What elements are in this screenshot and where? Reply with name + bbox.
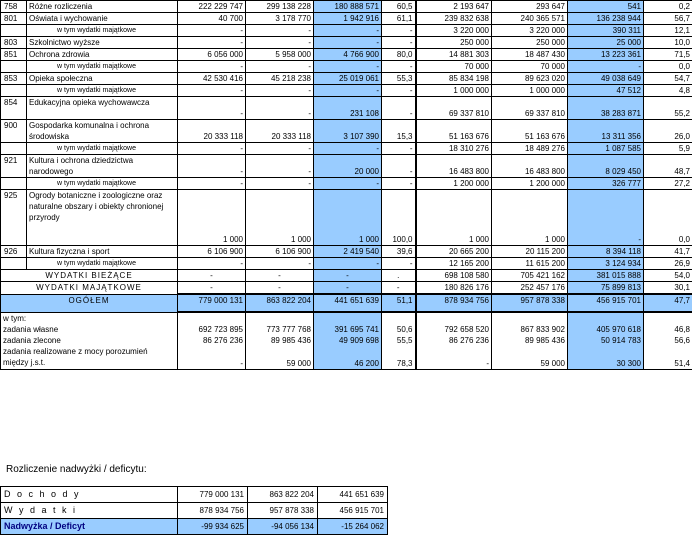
value-cell: 59 000 [492, 346, 568, 369]
value-cell: 27,2 [644, 178, 692, 190]
value-cell: . [382, 270, 416, 282]
value-cell: 1 000 000 [492, 85, 568, 97]
value-cell: 26,0 [644, 120, 692, 143]
sub-row [1, 85, 692, 97]
value-cell: - [314, 61, 382, 73]
value-cell: - [178, 97, 246, 120]
value-cell: 51 163 676 [492, 120, 568, 143]
value-cell: 0,0 [644, 61, 692, 73]
balance-label: W y d a t k i [1, 503, 178, 519]
value-cell: 45 218 238 [246, 73, 314, 85]
value-cell: 69 337 810 [492, 97, 568, 120]
value-cell: - [246, 85, 314, 97]
row-code [1, 178, 27, 190]
value-cell: 705 421 162 [492, 270, 568, 282]
value-cell: 49 909 698 [314, 335, 382, 346]
value-cell: 13 311 356 [568, 120, 644, 143]
value-cell: 86 276 236 [178, 335, 246, 346]
empty-cell [246, 312, 314, 324]
value-cell: 5 958 000 [246, 49, 314, 61]
breakdown-name: zadania zlecone [1, 335, 178, 346]
table-row [1, 1, 692, 13]
value-cell: 42 530 416 [178, 73, 246, 85]
value-cell: 15,3 [382, 120, 416, 143]
value-cell: - [314, 258, 382, 270]
value-cell: 54,0 [644, 270, 692, 282]
value-cell: 863 822 204 [246, 294, 314, 312]
value-cell: 30 300 [568, 346, 644, 369]
value-cell: 1 000 [178, 190, 246, 246]
value-cell: 51,1 [382, 294, 416, 312]
balance-label: D o c h o d y [1, 487, 178, 503]
value-cell: 252 457 176 [492, 282, 568, 295]
value-cell: 50 914 783 [568, 335, 644, 346]
value-cell: 878 934 756 [416, 294, 492, 312]
value-cell: - [178, 85, 246, 97]
value-cell: 2 419 540 [314, 246, 382, 258]
value-cell: - [246, 61, 314, 73]
table-row [1, 49, 692, 61]
balance-row [1, 519, 388, 535]
value-cell: 70 000 [492, 61, 568, 73]
table-row [1, 120, 692, 143]
value-cell: 239 832 638 [416, 13, 492, 25]
value-cell: - [314, 143, 382, 155]
value-cell: 1 200 000 [416, 178, 492, 190]
value-cell: - [382, 97, 416, 120]
value-cell: - [178, 25, 246, 37]
value-cell: 20 665 200 [416, 246, 492, 258]
value-cell: - [382, 178, 416, 190]
value-cell: - [178, 270, 246, 282]
value-cell: 49 038 649 [568, 73, 644, 85]
value-cell: - [382, 282, 416, 295]
row-code: 758 [1, 1, 27, 13]
value-cell: - [314, 25, 382, 37]
breakdown-name: zadania własne [1, 324, 178, 335]
value-cell: 16 483 800 [416, 155, 492, 178]
breakdown-row [1, 346, 692, 369]
row-code [1, 25, 27, 37]
total-label: OGÓŁEM [1, 294, 178, 312]
value-cell: - [178, 143, 246, 155]
value-cell: 1 000 000 [416, 85, 492, 97]
row-name: w tym wydatki majątkowe [27, 258, 178, 270]
value-cell: - [246, 270, 314, 282]
value-cell: 180 888 571 [314, 1, 382, 13]
row-code: 801 [1, 13, 27, 25]
value-cell: -94 056 134 [248, 519, 318, 535]
value-cell: 71,5 [644, 49, 692, 61]
value-cell: 441 651 639 [318, 487, 388, 503]
value-cell: 40 700 [178, 13, 246, 25]
value-cell: 25 000 [568, 37, 644, 49]
value-cell: 456 915 701 [568, 294, 644, 312]
value-cell: 70 000 [416, 61, 492, 73]
value-cell: 78,3 [382, 346, 416, 369]
value-cell: 381 015 888 [568, 270, 644, 282]
value-cell: 1 942 916 [314, 13, 382, 25]
value-cell: 48,7 [644, 155, 692, 178]
value-cell: 20 115 200 [492, 246, 568, 258]
row-name: w tym wydatki majątkowe [27, 85, 178, 97]
value-cell: - [382, 25, 416, 37]
value-cell: -99 934 625 [178, 519, 248, 535]
value-cell: 405 970 618 [568, 324, 644, 335]
value-cell: 0,0 [644, 190, 692, 246]
value-cell: 222 229 747 [178, 1, 246, 13]
empty-cell [314, 312, 382, 324]
value-cell: 69 337 810 [416, 97, 492, 120]
row-code [1, 61, 27, 73]
value-cell: 46,8 [644, 324, 692, 335]
empty-cell [644, 312, 692, 324]
value-cell: - [246, 258, 314, 270]
value-cell: 3 220 000 [416, 25, 492, 37]
breakdown-row [1, 324, 692, 335]
value-cell: 6 056 000 [178, 49, 246, 61]
value-cell: 89 623 020 [492, 73, 568, 85]
empty-cell [492, 312, 568, 324]
row-name: w tym wydatki majątkowe [27, 143, 178, 155]
total-row [1, 294, 692, 312]
value-cell: 55,5 [382, 335, 416, 346]
value-cell: 8 394 118 [568, 246, 644, 258]
table-row [1, 13, 692, 25]
value-cell: 14 881 303 [416, 49, 492, 61]
row-name: Kultura fizyczna i sport [27, 246, 178, 258]
value-cell: - [314, 282, 382, 295]
value-cell: 441 651 639 [314, 294, 382, 312]
value-cell: - [246, 143, 314, 155]
value-cell: 1 000 [416, 190, 492, 246]
row-code: 926 [1, 246, 27, 258]
value-cell: 80,0 [382, 49, 416, 61]
value-cell: 47 512 [568, 85, 644, 97]
value-cell: 5,9 [644, 143, 692, 155]
sub-row [1, 61, 692, 73]
row-name: Szkolnictwo wyższe [27, 37, 178, 49]
value-cell: 3 107 390 [314, 120, 382, 143]
value-cell: - [246, 155, 314, 178]
value-cell: 50,6 [382, 324, 416, 335]
value-cell: 240 365 571 [492, 13, 568, 25]
row-name: w tym wydatki majątkowe [27, 178, 178, 190]
value-cell: 0,2 [644, 1, 692, 13]
value-cell: 867 833 902 [492, 324, 568, 335]
value-cell: 41,7 [644, 246, 692, 258]
breakdown-row [1, 335, 692, 346]
sub-row [1, 25, 692, 37]
value-cell: - [314, 178, 382, 190]
row-name: Gospodarka komunalna i ochrona środowiska [27, 120, 178, 143]
value-cell: 293 647 [492, 1, 568, 13]
summary-title: Rozliczenie nadwyżki / deficytu: [6, 464, 147, 475]
value-cell: - [314, 85, 382, 97]
value-cell: 39,6 [382, 246, 416, 258]
empty-cell [382, 312, 416, 324]
sum-row [1, 270, 692, 282]
sum-row [1, 282, 692, 295]
value-cell: 4,8 [644, 85, 692, 97]
value-cell: 250 000 [416, 37, 492, 49]
value-cell: - [178, 282, 246, 295]
sum-label: WYDATKI MAJĄTKOWE [1, 282, 178, 295]
value-cell: 18 310 276 [416, 143, 492, 155]
value-cell: 38 283 871 [568, 97, 644, 120]
value-cell: 878 934 756 [178, 503, 248, 519]
value-cell: 541 [568, 1, 644, 13]
row-code [1, 85, 27, 97]
row-name: Opieka społeczna [27, 73, 178, 85]
value-cell: 299 138 228 [246, 1, 314, 13]
table-row [1, 37, 692, 49]
value-cell: - [382, 143, 416, 155]
row-code: 900 [1, 120, 27, 143]
value-cell: 60,5 [382, 1, 416, 13]
row-name: Różne rozliczenia [27, 1, 178, 13]
empty-cell [568, 312, 644, 324]
value-cell: - [416, 346, 492, 369]
value-cell: 180 826 176 [416, 282, 492, 295]
row-name: Ogrody botaniczne i zoologiczne oraz naturalne obszary i obiekty chronionej przyrody [27, 190, 178, 246]
value-cell: - [568, 61, 644, 73]
value-cell: - [246, 178, 314, 190]
value-cell: - [178, 155, 246, 178]
value-cell: - [246, 25, 314, 37]
value-cell: 863 822 204 [248, 487, 318, 503]
balance-table [0, 486, 388, 535]
balance-row [1, 503, 388, 519]
table-row [1, 155, 692, 178]
value-cell: 13 223 361 [568, 49, 644, 61]
value-cell: 61,1 [382, 13, 416, 25]
value-cell: - [314, 37, 382, 49]
value-cell: 20 333 118 [178, 120, 246, 143]
value-cell: 20 000 [314, 155, 382, 178]
value-cell: 6 106 900 [246, 246, 314, 258]
value-cell: - [178, 61, 246, 73]
value-cell: 12,1 [644, 25, 692, 37]
value-cell: 46 200 [314, 346, 382, 369]
row-name: Oświata i wychowanie [27, 13, 178, 25]
value-cell: 8 029 450 [568, 155, 644, 178]
table-row [1, 190, 692, 246]
value-cell: - [246, 282, 314, 295]
value-cell: 2 193 647 [416, 1, 492, 13]
value-cell: - [382, 258, 416, 270]
value-cell: 1 087 585 [568, 143, 644, 155]
sub-row [1, 143, 692, 155]
value-cell: 51 163 676 [416, 120, 492, 143]
value-cell: 773 777 768 [246, 324, 314, 335]
value-cell: 136 238 944 [568, 13, 644, 25]
value-cell: 456 915 701 [318, 503, 388, 519]
value-cell: 779 000 131 [178, 294, 246, 312]
row-name: Edukacyjna opieka wychowawcza [27, 97, 178, 120]
breakdown-label: w tym: [1, 312, 178, 324]
value-cell: 30,1 [644, 282, 692, 295]
table-row [1, 73, 692, 85]
balance-label: Nadwyżka / Deficyt [1, 519, 178, 535]
table-row [1, 97, 692, 120]
value-cell: 957 878 338 [248, 503, 318, 519]
empty-cell [416, 312, 492, 324]
value-cell: 11 615 200 [492, 258, 568, 270]
value-cell: 55,3 [382, 73, 416, 85]
value-cell: 250 000 [492, 37, 568, 49]
value-cell: 100,0 [382, 190, 416, 246]
value-cell: 59 000 [246, 346, 314, 369]
value-cell: 10,0 [644, 37, 692, 49]
row-code: 803 [1, 37, 27, 49]
value-cell: 3 220 000 [492, 25, 568, 37]
value-cell: - [178, 258, 246, 270]
value-cell: - [178, 346, 246, 369]
value-cell: 1 000 [314, 190, 382, 246]
value-cell: 16 483 800 [492, 155, 568, 178]
value-cell: 85 834 198 [416, 73, 492, 85]
value-cell: 692 723 895 [178, 324, 246, 335]
value-cell: - [382, 155, 416, 178]
row-code [1, 143, 27, 155]
row-name: w tym wydatki majątkowe [27, 25, 178, 37]
sub-row [1, 258, 692, 270]
value-cell: - [178, 178, 246, 190]
value-cell: 18 487 430 [492, 49, 568, 61]
value-cell: - [178, 37, 246, 49]
row-code: 851 [1, 49, 27, 61]
value-cell: 231 108 [314, 97, 382, 120]
value-cell: 957 878 338 [492, 294, 568, 312]
value-cell: 4 766 900 [314, 49, 382, 61]
value-cell: 698 108 580 [416, 270, 492, 282]
row-name: Kultura i ochrona dziedzictwa narodowego [27, 155, 178, 178]
value-cell: 86 276 236 [416, 335, 492, 346]
value-cell: 75 899 813 [568, 282, 644, 295]
value-cell: 3 178 770 [246, 13, 314, 25]
value-cell: 25 019 061 [314, 73, 382, 85]
balance-row [1, 487, 388, 503]
value-cell: - [382, 37, 416, 49]
value-cell: -15 264 062 [318, 519, 388, 535]
value-cell: - [314, 270, 382, 282]
value-cell: 1 000 [492, 190, 568, 246]
value-cell: - [568, 190, 644, 246]
value-cell: - [382, 85, 416, 97]
row-code: 853 [1, 73, 27, 85]
value-cell: 89 985 436 [492, 335, 568, 346]
row-code [1, 258, 27, 270]
sum-label: WYDATKI BIEŻĄCE [1, 270, 178, 282]
value-cell: 18 489 276 [492, 143, 568, 155]
value-cell: 26,9 [644, 258, 692, 270]
value-cell: 779 000 131 [178, 487, 248, 503]
value-cell: - [246, 97, 314, 120]
empty-cell [178, 312, 246, 324]
value-cell: 391 695 741 [314, 324, 382, 335]
table-row [1, 246, 692, 258]
value-cell: - [246, 37, 314, 49]
value-cell: 54,7 [644, 73, 692, 85]
value-cell: - [382, 61, 416, 73]
row-name: w tym wydatki majątkowe [27, 61, 178, 73]
value-cell: 20 333 118 [246, 120, 314, 143]
row-code: 854 [1, 97, 27, 120]
value-cell: 51,4 [644, 346, 692, 369]
value-cell: 6 106 900 [178, 246, 246, 258]
value-cell: 56,6 [644, 335, 692, 346]
row-code: 925 [1, 190, 27, 246]
sub-row [1, 178, 692, 190]
row-code: 921 [1, 155, 27, 178]
breakdown-name: zadania realizowane z mocy porozumień między j.s.t. [1, 346, 178, 369]
value-cell: 792 658 520 [416, 324, 492, 335]
value-cell: 1 000 [246, 190, 314, 246]
value-cell: 3 124 934 [568, 258, 644, 270]
row-name: Ochrona zdrowia [27, 49, 178, 61]
value-cell: 47,7 [644, 294, 692, 312]
breakdown-label-row [1, 312, 692, 324]
value-cell: 1 200 000 [492, 178, 568, 190]
value-cell: 56,7 [644, 13, 692, 25]
value-cell: 55,2 [644, 97, 692, 120]
value-cell: 326 777 [568, 178, 644, 190]
value-cell: 89 985 436 [246, 335, 314, 346]
value-cell: 12 165 200 [416, 258, 492, 270]
value-cell: 390 311 [568, 25, 644, 37]
